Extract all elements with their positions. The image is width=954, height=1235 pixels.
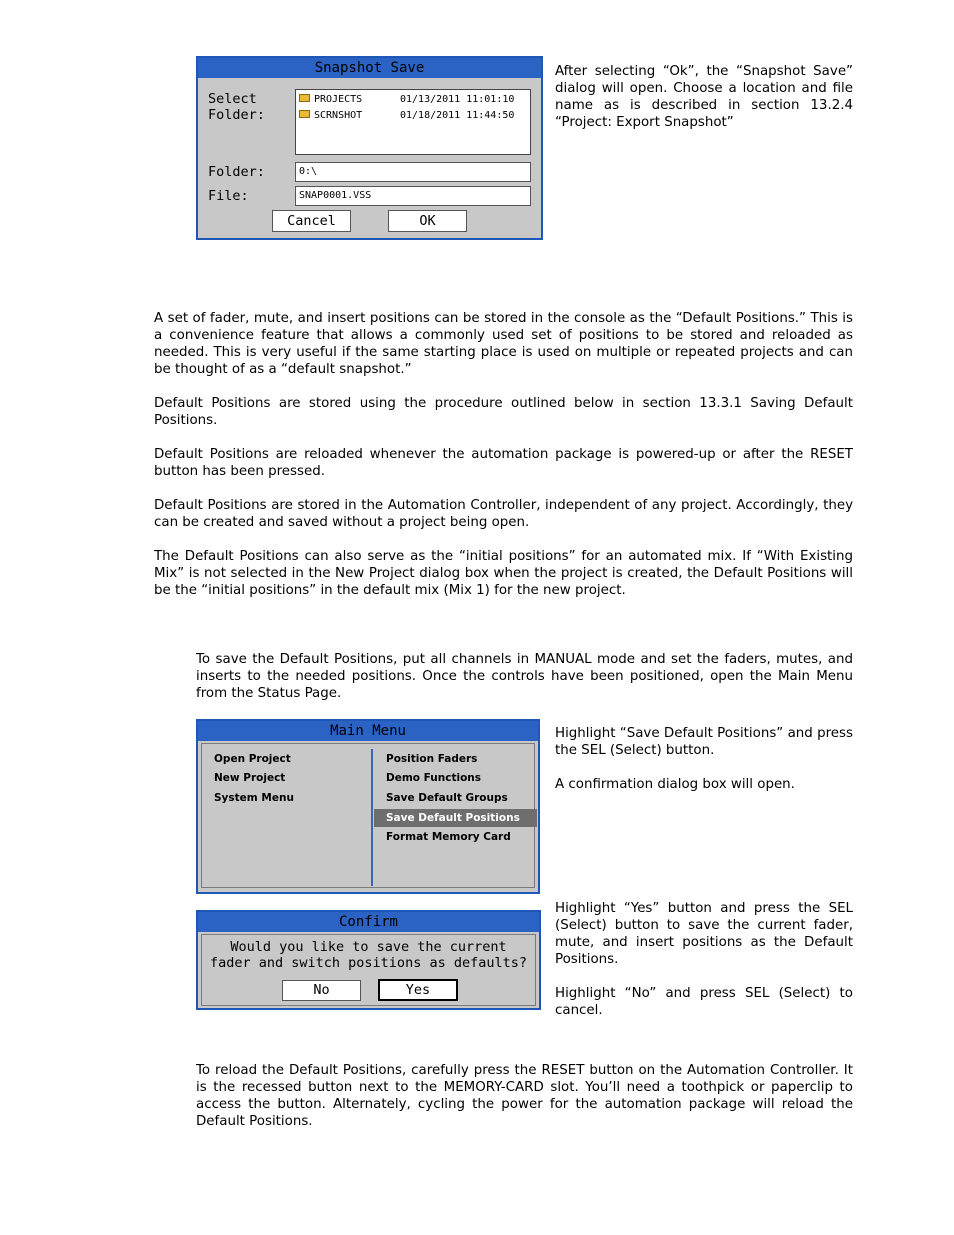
snapshot-caption: After selecting “Ok”, the “Snapshot Save” dialog will open. Choose a location and file name as is described in section 13.2.4 “Project: Export Snapshot” xyxy=(555,64,853,130)
folder-list[interactable] xyxy=(295,89,531,155)
save-intro: To save the Default Positions, put all channels in MANUAL mode and set the faders, mutes, and inserts to the needed positions. Once the controls have been positioned, open the Main Menu from the Status Page. xyxy=(196,652,853,701)
menu-item-format-memory-card[interactable]: Format Memory Card xyxy=(386,831,511,843)
yes-button[interactable]: Yes xyxy=(378,979,458,1001)
menu-item-position-faders[interactable]: Position Faders xyxy=(386,753,478,765)
confirm-dialog xyxy=(196,910,541,1010)
main-menu-caption-confirm: A confirmation dialog box will open. xyxy=(555,777,795,792)
file-label: File: xyxy=(208,188,249,204)
menu-item-demo-functions[interactable]: Demo Functions xyxy=(386,772,482,784)
folder-name: SCRNSHOT xyxy=(314,110,363,121)
snapshot-dialog-title: Snapshot Save xyxy=(198,58,541,78)
folder-icon xyxy=(299,110,310,118)
reload-instructions: To reload the Default Positions, carefully press the RESET button on the Automation Controller. It is the recessed button next to the MEMORY-CARD slot. You’ll need a toothpick or paperclip to access the button. Alternately, cycling the power for the automation package will reload the Default Positions. xyxy=(196,1063,853,1129)
menu-divider xyxy=(371,749,373,886)
file-name-field[interactable]: SNAP0001.VSS xyxy=(295,186,531,206)
confirm-caption-yes: Highlight “Yes” button and press the SEL (Select) button to save the current fader, mute, and insert positions as the Default Positions. xyxy=(555,901,853,967)
select-folder-label: Folder: xyxy=(208,107,265,123)
folder-label: Folder: xyxy=(208,164,265,180)
folder-row[interactable] xyxy=(299,94,514,106)
cancel-button[interactable]: Cancel xyxy=(272,210,351,232)
folder-date: 01/18/2011 11:44:50 xyxy=(400,110,515,121)
confirm-message-line-2: fader and switch positions as defaults? xyxy=(210,955,527,971)
confirm-dialog-title: Confirm xyxy=(198,912,539,932)
confirm-message-line-1: Would you like to save the current xyxy=(230,939,507,955)
menu-item-new-project[interactable]: New Project xyxy=(214,772,286,784)
main-menu-dialog xyxy=(196,719,540,894)
select-label: Select xyxy=(208,91,257,107)
menu-item-save-default-positions[interactable]: Save Default Positions xyxy=(386,812,520,824)
paragraph-stored: Default Positions are stored using the procedure outlined below in section 13.3.1 Saving Default Positions. xyxy=(154,396,853,428)
folder-date: 01/13/2011 11:01:10 xyxy=(400,94,515,105)
paragraph-initial-positions: The Default Positions can also serve as the “initial positions” for an automated mix. If “With Existing Mix” is not selected in the New Project dialog box when the project is created, the Default Positions will be the “initial positions” in the default mix (Mix 1) for the new project. xyxy=(154,549,853,598)
folder-row[interactable] xyxy=(299,110,514,122)
paragraph-controller: Default Positions are stored in the Automation Controller, independent of any project. Accordingly, they can be created and saved without a project being open. xyxy=(154,498,853,530)
menu-item-open-project[interactable]: Open Project xyxy=(214,753,291,765)
snapshot-save-dialog xyxy=(196,56,543,240)
main-menu-title: Main Menu xyxy=(198,721,538,741)
paragraph-intro: A set of fader, mute, and insert positions can be stored in the console as the “Default Positions.” This is a convenience feature that allows a commonly used set of positions to be stored and reloaded as needed. This is very useful if the same starting place is used on multiple or repeated projects and can be thought of as a “default snapshot.” xyxy=(154,311,853,377)
confirm-caption-no: Highlight “No” and press SEL (Select) to cancel. xyxy=(555,986,853,1018)
menu-item-system-menu[interactable]: System Menu xyxy=(214,792,294,804)
paragraph-reloaded: Default Positions are reloaded whenever the automation package is powered-up or after the RESET button has been pressed. xyxy=(154,447,853,479)
no-button[interactable]: No xyxy=(282,980,361,1001)
ok-button[interactable]: OK xyxy=(388,210,467,232)
folder-name: PROJECTS xyxy=(314,94,363,105)
main-menu-caption: Highlight “Save Default Positions” and press the SEL (Select) button. xyxy=(555,726,853,758)
folder-icon xyxy=(299,94,310,102)
menu-item-save-default-groups[interactable]: Save Default Groups xyxy=(386,792,508,804)
folder-field[interactable]: 0:\ xyxy=(295,162,531,182)
